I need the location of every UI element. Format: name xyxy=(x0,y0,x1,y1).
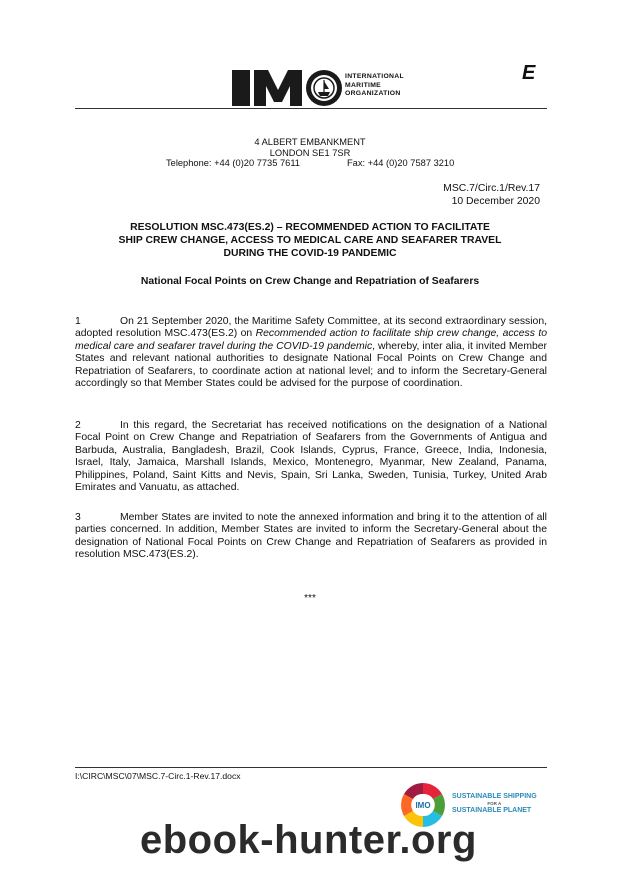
title-line-3: DURING THE COVID-19 PANDEMIC xyxy=(223,248,397,259)
org-line-3: ORGANIZATION xyxy=(345,90,401,98)
paragraph-2-text: In this regard, the Secretariat has received notifications on the designation of a National Focal Point on Crew Change and Repatriation of Seafarers from the Governments of Antigua and Barbuda, Australia, Bangladesh, Brazil, Cook Islands, Cyprus, France, Greece, India, Indonesia, Israel, Italy, Jamaica, Marshall Islands, Mexico, Montenegro, Myanmar, New Zealand, Panama, Philippines, Poland, Saint Kitts and Nevis, Spain, Sri Lanka, Sweden, Tunisia, Turkey, United Arab Emirates and Vanuatu, as attached. xyxy=(75,420,547,494)
language-code: E xyxy=(522,62,536,84)
org-line-2: MARITIME xyxy=(345,81,382,89)
paragraph-2-number: 2 xyxy=(75,420,81,431)
paragraph-1-number: 1 xyxy=(75,316,81,327)
subtitle: National Focal Points on Crew Change and Repatriation of Seafarers xyxy=(140,276,480,287)
org-line-1: INTERNATIONAL xyxy=(345,73,404,80)
document-date: 10 December 2020 xyxy=(451,196,540,207)
paragraph-3 xyxy=(75,512,547,562)
organization-name xyxy=(345,73,404,99)
tagline-small: FOR A xyxy=(487,801,502,806)
address-line-2: LONDON SE1 7SR xyxy=(269,148,351,158)
watermark: ebook-hunter.org xyxy=(140,818,477,862)
tagline-line-2: SUSTAINABLE PLANET xyxy=(452,807,532,814)
telephone: Telephone: +44 (0)20 7735 7611 xyxy=(166,158,300,168)
file-path: I:\CIRC\MSC\07\MSC.7-Circ.1-Rev.17.docx xyxy=(75,771,241,781)
paragraph-2 xyxy=(75,420,547,494)
title-line-2: SHIP CREW CHANGE, ACCESS TO MEDICAL CARE AND SEAFARER TRAVEL xyxy=(118,235,502,246)
paragraph-3-text: Member States are invited to note the annexed information and bring it to the attention of all parties concerned. In addition, Member States are invited to inform the Secretary-General about the designation of National Focal Points on Crew Change and Repatriation of Seafarers as provided in resolution MSC.473(ES.2). xyxy=(75,512,547,561)
sdg-logo-text: IMO xyxy=(415,801,431,810)
section-separator: *** xyxy=(304,593,316,604)
paragraph-3-number: 3 xyxy=(75,512,81,523)
fax: Fax: +44 (0)20 7587 3210 xyxy=(347,158,455,168)
paragraph-1-text-a: On 21 September 2020, the Maritime Safety Committee, at its second extraordinary session, adopted resolution MSC.473(ES.2) on xyxy=(75,316,547,340)
footer-rule xyxy=(75,767,547,768)
title-line-1: RESOLUTION MSC.473(ES.2) – RECOMMENDED ACTION TO FACILITATE xyxy=(130,222,490,233)
paragraph-1-italic: Recommended action to facilitate ship crew change, access to medical care and seafarer travel during the COVID-19 pandemic xyxy=(75,328,547,352)
paragraph-1-text-b: , whereby, inter alia, it invited Member States and relevant national authorities to designate National Focal Points on Crew Change and Repatriation of Seafarers, to coordinate action at national level; and to inform the Secretary-General accordingly so that Member States could be advised for the purpose of coordination. xyxy=(75,340,547,390)
tagline-line-1: SUSTAINABLE SHIPPING xyxy=(452,793,537,800)
paragraph-1 xyxy=(75,316,547,390)
address-line-1: 4 ALBERT EMBANKMENT xyxy=(254,137,366,147)
header-rule xyxy=(75,108,547,109)
sustainable-shipping-tagline xyxy=(452,792,537,815)
document-code: MSC.7/Circ.1/Rev.17 xyxy=(443,183,540,194)
